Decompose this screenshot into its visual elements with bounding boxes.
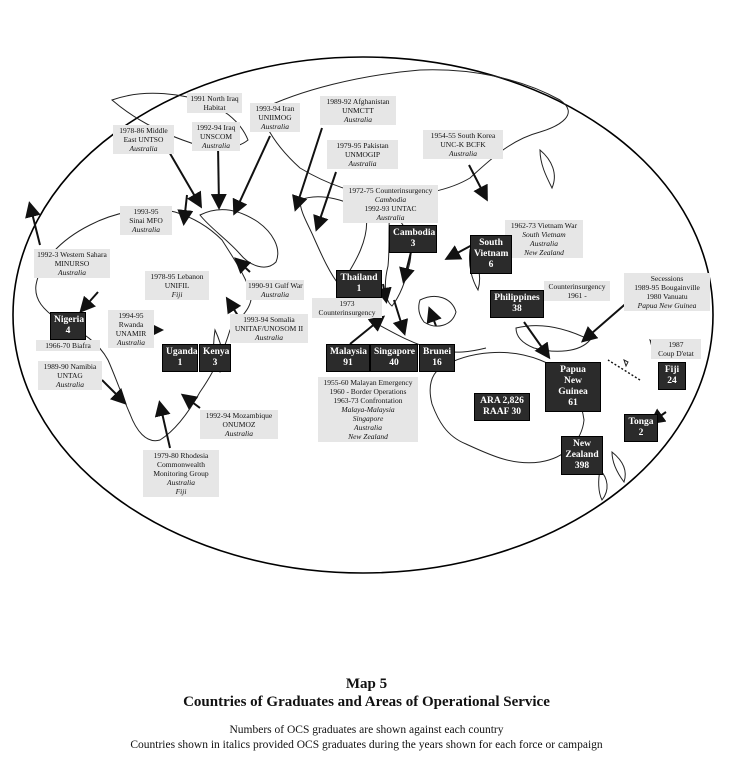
country-uganda: Uganda 1	[162, 344, 198, 372]
country-new-zealand: New Zealand 398	[561, 436, 603, 475]
label-afghanistan: 1989-92 Afghanistan UNMCTT Australia	[320, 96, 396, 125]
label-gulf-war: 1990-91 Gulf War Australia	[248, 281, 303, 299]
arrow-western-sahara	[30, 205, 40, 245]
label-secessions: Secessions 1989-95 Bougainville 1980 Vanuatu Papua New Guinea	[624, 273, 710, 311]
arrow-middle-east	[168, 150, 200, 205]
label-cambodia-operations: 1972-75 Counterinsurgency Cambodia 1992-93 UNTAC Australia	[343, 185, 438, 223]
label-iraq: 1992-94 Iraq UNSCOM Australia	[192, 122, 240, 151]
map-note-1: Numbers of OCS graduates are shown against each country	[229, 724, 504, 736]
map-title: Map 5	[345, 676, 388, 692]
arrow-cambodia	[404, 252, 411, 280]
country-papua-new-guinea: Papua New Guinea 61	[545, 362, 601, 412]
label-counterinsurgency-1973: 1973 Counterinsurgency	[312, 298, 382, 318]
label-counterinsurgency-1961: Counterinsurgency 1961 -	[544, 281, 610, 301]
arrow-pakistan	[317, 172, 336, 228]
label-western-sahara: 1992-3 Western Sahara MINURSO Australia	[34, 249, 110, 278]
country-nigeria: Nigeria 4	[50, 312, 86, 340]
country-fiji: Fiji 24	[658, 362, 686, 390]
arrow-biafra	[82, 292, 98, 310]
country-south-vietnam: South Vietnam 6	[470, 235, 512, 274]
label-mozambique: 1992-94 Mozambique ONUMOZ Australia	[200, 410, 278, 439]
label-biafra: 1966-70 Biafra	[36, 340, 100, 351]
country-philippines: Philippines 38	[490, 290, 544, 318]
label-rhodesia: 1979-80 Rhodesia Commonwealth Monitoring Group Australia Fiji	[143, 450, 219, 497]
country-thailand: Thailand 1	[336, 270, 382, 298]
country-tonga: Tonga 2	[624, 414, 658, 442]
map-subtitle: Countries of Graduates and Areas of Operational Service	[183, 694, 550, 710]
arrow-rhodesia	[160, 404, 170, 448]
label-iran: 1993-94 Iran UNIIMOG Australia	[250, 103, 300, 132]
arrow-brunei	[430, 310, 436, 326]
country-singapore: Singapore 40	[370, 344, 418, 372]
label-namibia: 1989-90 Namibia UNTAG Australia	[38, 361, 102, 390]
label-rwanda: 1994-95 Rwanda UNAMIR Australia	[108, 310, 154, 348]
arrow-iran	[235, 136, 270, 212]
country-malaysia: Malaysia 91	[326, 344, 370, 372]
arrow-malaysia	[350, 318, 382, 344]
label-somalia: 1993-94 Somalia UNITAF/UNOSOM II Australia	[230, 314, 308, 343]
country-brunei: Brunei 16	[419, 344, 455, 372]
country-australia: ARA 2,826 RAAF 30	[474, 393, 530, 421]
arrow-north-iraq	[218, 145, 219, 206]
country-cambodia: Cambodia 3	[389, 225, 437, 253]
label-pakistan: 1979-95 Pakistan UNMOGIP Australia	[327, 140, 398, 169]
label-malayan-emergency: 1955-60 Malayan Emergency 1960 - Border Operations 1963-73 Confrontation Malaya-Malaysia Singapore Australia New Zealand	[318, 377, 418, 442]
country-kenya: Kenya 3	[199, 344, 231, 372]
label-north-iraq: 1991 North Iraq Habitat	[187, 93, 242, 113]
label-middle-east: 1978-86 Middle East UNTSO Australia	[113, 125, 174, 154]
label-south-korea: 1954-55 South Korea UNC-K BCFK Australia	[423, 130, 503, 159]
label-vietnam-war: 1962-73 Vietnam War South Vietnam Australia New Zealand	[505, 220, 583, 258]
arrow-sinai	[184, 195, 187, 222]
label-lebanon: 1978-95 Lebanon UNIFIL Fiji	[145, 271, 209, 300]
label-sinai: 1993-95 Sinai MFO Australia	[120, 206, 172, 235]
map-note-2: Countries shown in italics provided OCS graduates during the years shown for each force or campaign	[130, 739, 603, 751]
arrow-south-korea	[469, 165, 486, 198]
label-coup: 1987 Coup D'etat	[651, 339, 701, 359]
